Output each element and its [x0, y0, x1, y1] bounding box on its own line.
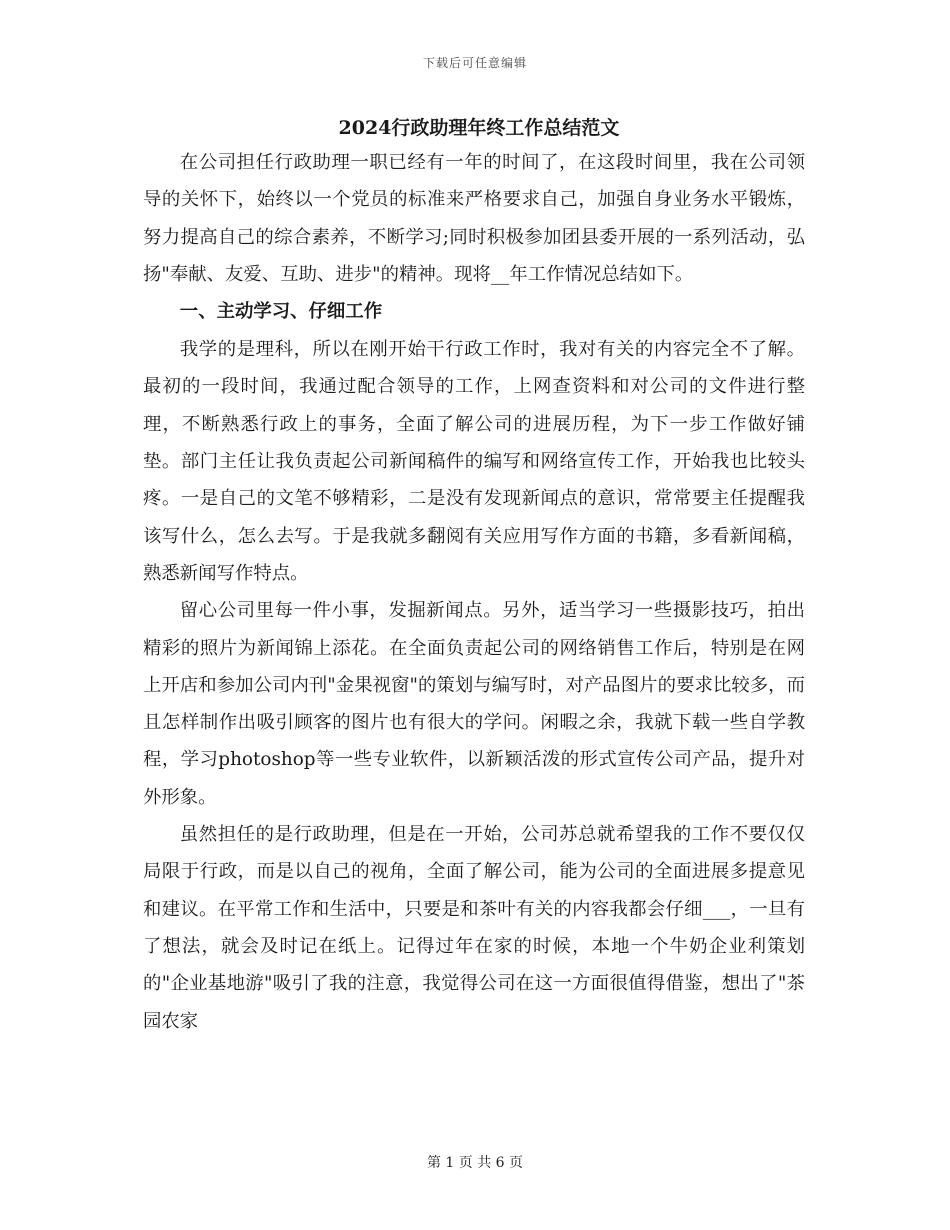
document-body: [143, 112, 805, 1040]
paragraph-learning: 我学的是理科，所以在刚开始干行政工作时，我对有关的内容完全不了解。最初的一段时间，我通过配合领导的工作，上网查资料和对公司的文件进行整理，不断熟悉行政上的事务，全面了解公司的进展历程，为下一步工作做好铺垫。部门主任让我负责起公司新闻稿件的编写和网络宣传工作，开始我也比较头疼。一是自己的文笔不够精彩，二是没有发现新闻点的意识，常常要主任提醒我该写什么，怎么去写。于是我就多翻阅有关应用写作方面的书籍，多看新闻稿，熟悉新闻写作特点。: [143, 339, 805, 584]
paragraph-news: 留心公司里每一件小事，发掘新闻点。另外，适当学习一些摄影技巧，拍出精彩的照片为新闻锦上添花。在全面负责起公司的网络销售工作后，特别是在网上开店和参加公司内刊"金果视窗"的策划与编写时，对产品图片的要求比较多，而且怎样制作出吸引顾客的图片也有很大的学问。闲暇之余，我就下载一些自学教程，学习photoshop等一些专业软件，以新颖活泼的形式宣传公司产品，提升对外形象。: [143, 600, 805, 808]
page-number: 第 1 页 共 6 页: [426, 1155, 524, 1171]
paragraph-assistant-role: 虽然担任的是行政助理，但是在一开始，公司苏总就希望我的工作不要仅仅局限于行政，而是以自己的视角，全面了解公司，能为公司的全面进展多提意见和建议。在平常工作和生活中，只要是和茶叶有关的内容我都会仔细___，一旦有了想法，就会及时记在纸上。记得过年在家的时候，本地一个牛奶企业利策划的"企业基地游"吸引了我的注意，我觉得公司在这一方面很值得借鉴，想出了"茶园农家: [143, 824, 805, 1032]
section-heading-1: 一、主动学习、仔细工作: [179, 301, 383, 323]
page-header-note: 下载后可任意编辑: [422, 56, 527, 70]
document-title: 2024行政助理年终工作总结范文: [338, 117, 620, 139]
paragraph-intro: 在公司担任行政助理一职已经有一年的时间了，在这段时间里，我在公司领导的关怀下，始终以一个党员的标准来严格要求自己，加强自身业务水平锻炼，努力提高自己的综合素养，不断学习;同时积极参加团县委开展的一系列活动，弘扬"奉献、友爱、互助、进步"的精神。现将__年工作情况总结如下。: [143, 152, 805, 285]
